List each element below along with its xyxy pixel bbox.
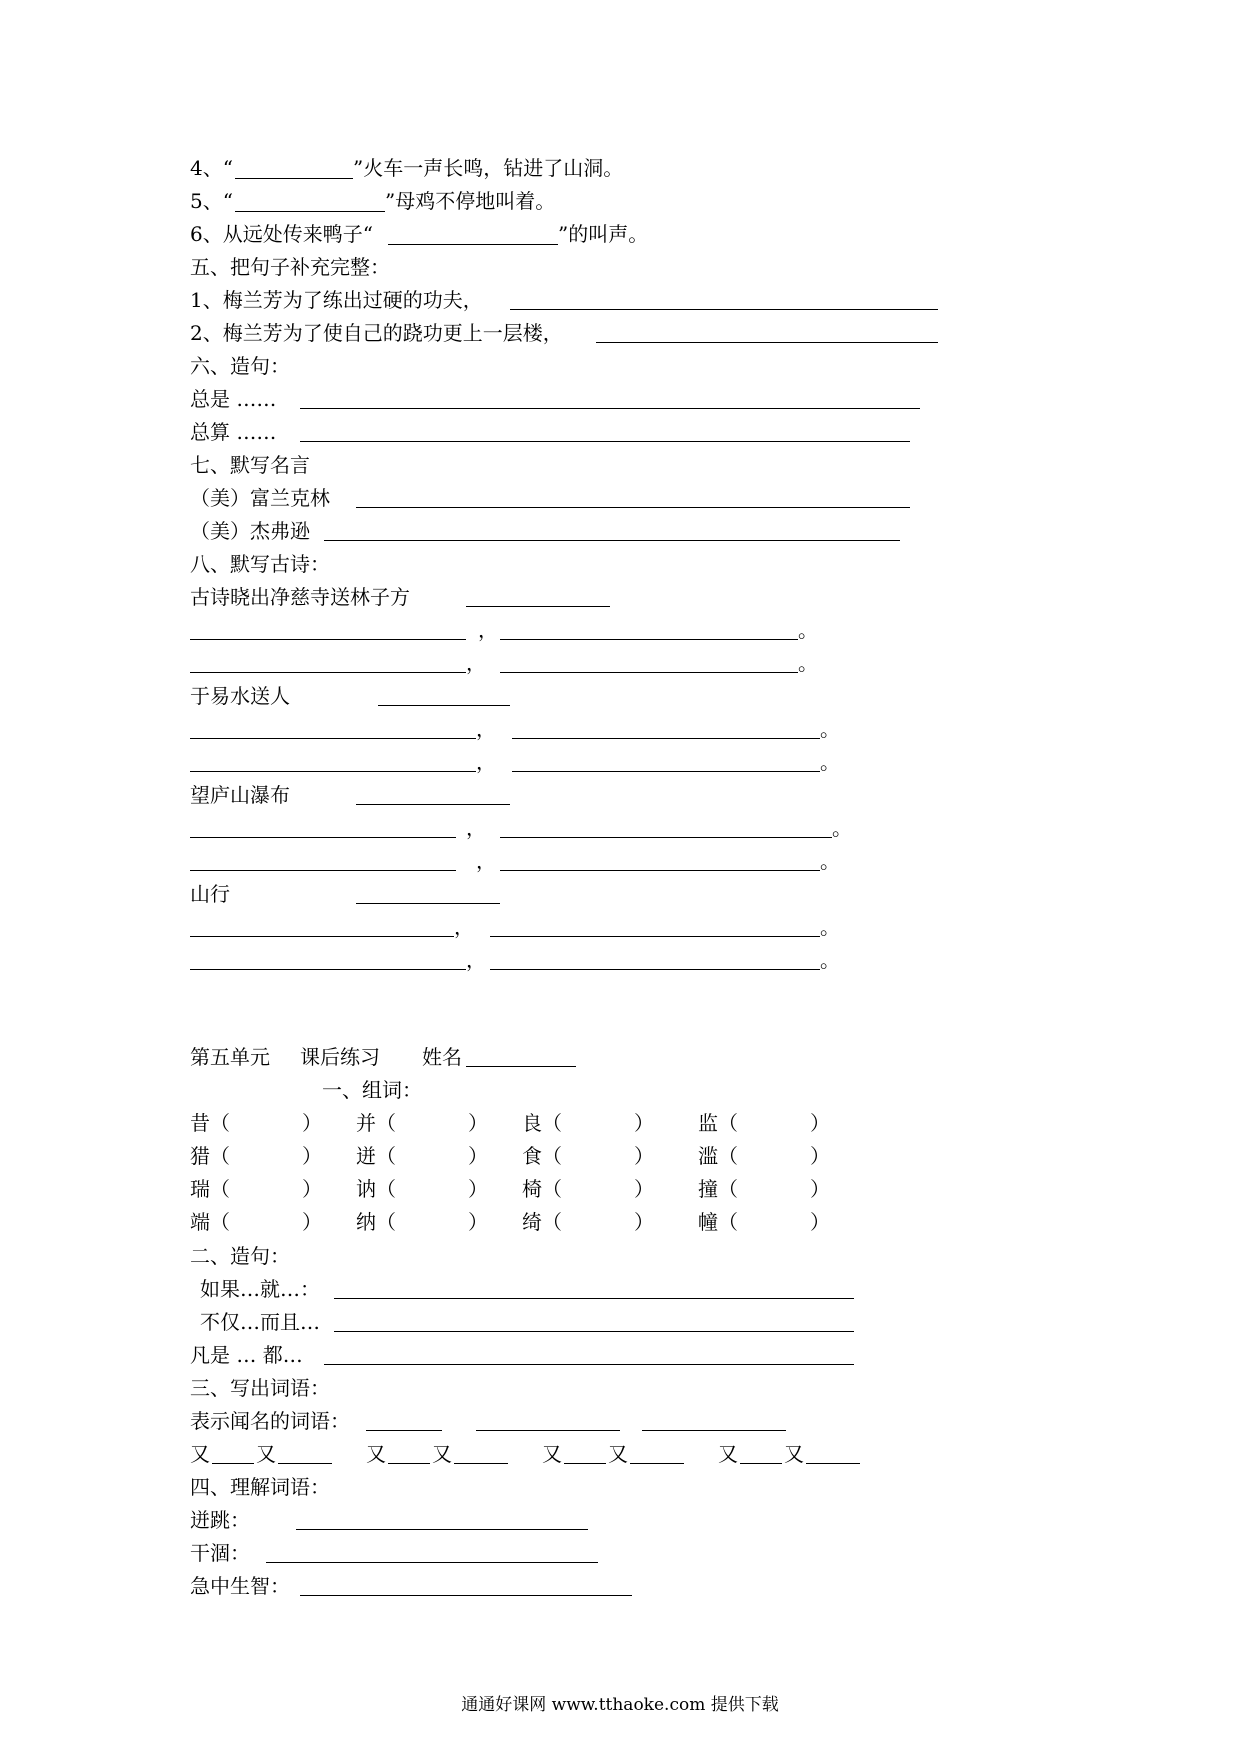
you-char: 又 [190, 1442, 210, 1466]
word-grid-char: 讷 [356, 1177, 376, 1201]
word-grid-char: 昔 [190, 1111, 210, 1135]
poem3-line1a-blank[interactable] [190, 837, 456, 838]
section6-item1: 总是 …… [190, 387, 277, 411]
word-grid-paren-close: ） [810, 1177, 830, 1201]
word-grid-paren-open: （ [718, 1144, 738, 1168]
word-grid-answer-slot[interactable] [564, 1175, 634, 1203]
you-blank-1[interactable] [564, 1463, 606, 1464]
item5-suffix: ”母鸡不停地叫着。 [385, 189, 556, 213]
word-grid-paren-open: （ [210, 1144, 230, 1168]
word-grid-paren-open: （ [718, 1111, 738, 1135]
word-grid-char: 瑞 [190, 1177, 210, 1201]
poem1-line2b-blank[interactable] [500, 672, 798, 673]
word-grid-answer-slot[interactable] [232, 1109, 302, 1137]
section6-item1-blank[interactable] [300, 408, 920, 409]
word-grid-paren-open: （ [542, 1210, 562, 1234]
word-grid-answer-slot[interactable] [232, 1208, 302, 1236]
term3-blank[interactable] [300, 1595, 632, 1596]
unit5-section1-heading: 一、组词： [322, 1078, 422, 1102]
item6-blank[interactable] [388, 244, 558, 245]
section5-item2: 2、梅兰芳为了使自己的跷功更上一层楼， [190, 321, 563, 345]
word-grid-answer-slot[interactable] [398, 1142, 468, 1170]
poem2-line2a-blank[interactable] [190, 771, 476, 772]
famous-word-blank-1[interactable] [366, 1430, 442, 1431]
poem3-line2b-blank[interactable] [500, 870, 820, 871]
poem1-period2: 。 [798, 651, 818, 675]
poem3-comma2: ， [476, 849, 496, 873]
section6-heading: 六、造句： [190, 354, 290, 378]
poem3-line1b-blank[interactable] [500, 837, 832, 838]
unit5-section2-heading: 二、造句： [190, 1244, 290, 1268]
word-grid-paren-close: ） [468, 1177, 488, 1201]
poem2-comma1: ， [476, 717, 496, 741]
word-grid-char: 猎 [190, 1144, 210, 1168]
section6-item2-blank[interactable] [300, 441, 910, 442]
you-blank-2[interactable] [278, 1463, 332, 1464]
poem4-author-blank[interactable] [356, 903, 500, 904]
section7-heading: 七、默写名言 [190, 453, 310, 477]
item4-blank[interactable] [235, 178, 353, 179]
footer-credit: 通通好课网 www.tthaoke.com 提供下载 [461, 1695, 779, 1715]
word-grid-paren-open: （ [542, 1111, 562, 1135]
item5-prefix: 5、“ [190, 189, 233, 213]
you-blank-2[interactable] [630, 1463, 684, 1464]
word-grid-answer-slot[interactable] [740, 1109, 810, 1137]
word-grid-answer-slot[interactable] [564, 1208, 634, 1236]
word-grid-paren-close: ） [810, 1111, 830, 1135]
famous-word-blank-2[interactable] [476, 1430, 620, 1431]
word-grid-paren-close: ） [634, 1111, 654, 1135]
unit5-title: 第五单元 [190, 1045, 270, 1069]
term2-label: 干涸： [190, 1541, 250, 1565]
sentence2-label: 不仅…而且… [200, 1310, 320, 1334]
word-grid-char: 绮 [522, 1210, 542, 1234]
poem3-line2a-blank[interactable] [190, 870, 456, 871]
word-grid-paren-close: ） [634, 1177, 654, 1201]
word-grid-paren-close: ） [468, 1210, 488, 1234]
famous-words-label: 表示闻名的词语： [190, 1409, 350, 1433]
you-char: 又 [256, 1442, 276, 1466]
poem4-title: 山行 [190, 882, 230, 906]
word-grid-paren-open: （ [376, 1177, 396, 1201]
word-grid-paren-close: ） [634, 1210, 654, 1234]
word-grid-paren-close: ） [302, 1144, 322, 1168]
item6-prefix: 6、从远处传来鸭子“ [190, 222, 373, 246]
poem3-title: 望庐山瀑布 [190, 783, 290, 807]
word-grid-paren-open: （ [210, 1177, 230, 1201]
section6-item2: 总算 …… [190, 420, 277, 444]
item4-prefix: 4、“ [190, 156, 233, 180]
word-grid-paren-open: （ [376, 1210, 396, 1234]
poem2-line1a-blank[interactable] [190, 738, 476, 739]
sentence1-blank[interactable] [334, 1298, 854, 1299]
word-grid-char: 撞 [698, 1177, 718, 1201]
unit5-section4-heading: 四、理解词语： [190, 1475, 330, 1499]
word-grid-paren-open: （ [376, 1111, 396, 1135]
you-blank-1[interactable] [212, 1463, 254, 1464]
section7-item1: （美）富兰克林 [190, 486, 330, 510]
term1-blank[interactable] [296, 1529, 588, 1530]
word-grid-paren-open: （ [210, 1111, 230, 1135]
word-grid-paren-open: （ [542, 1144, 562, 1168]
item6-suffix: ”的叫声。 [558, 222, 649, 246]
you-blank-1[interactable] [388, 1463, 430, 1464]
word-grid-char: 纳 [356, 1210, 376, 1234]
poem3-period2: 。 [820, 849, 840, 873]
section8-heading: 八、默写古诗： [190, 552, 330, 576]
you-blank-1[interactable] [740, 1463, 782, 1464]
unit5-name-label: 姓名 [422, 1045, 462, 1069]
unit5-name-blank[interactable] [466, 1066, 576, 1067]
you-char: 又 [542, 1442, 562, 1466]
famous-word-blank-3[interactable] [642, 1430, 786, 1431]
unit5-exercise: 课后练习 [300, 1045, 380, 1069]
poem1-comma1: ， [478, 618, 498, 642]
poem1-comma2: ， [466, 651, 486, 675]
word-grid-answer-slot[interactable] [564, 1109, 634, 1137]
word-grid-char: 监 [698, 1111, 718, 1135]
poem4-period1: 。 [820, 915, 840, 939]
poem2-line2b-blank[interactable] [512, 771, 820, 772]
word-grid-char: 并 [356, 1111, 376, 1135]
you-char: 又 [784, 1442, 804, 1466]
poem1-line1b-blank[interactable] [500, 639, 798, 640]
sentence3-blank[interactable] [324, 1364, 854, 1365]
you-char: 又 [718, 1442, 738, 1466]
word-grid-char: 食 [522, 1144, 542, 1168]
term1-label: 迸跳： [190, 1508, 250, 1532]
word-grid-paren-close: ） [302, 1210, 322, 1234]
poem1-author-blank[interactable] [466, 606, 610, 607]
sentence3-label: 凡是 … 都… [190, 1343, 303, 1367]
term2-blank[interactable] [266, 1562, 598, 1563]
you-char: 又 [366, 1442, 386, 1466]
you-char: 又 [608, 1442, 628, 1466]
word-grid-answer-slot[interactable] [740, 1175, 810, 1203]
poem2-author-blank[interactable] [378, 705, 510, 706]
word-grid-char: 端 [190, 1210, 210, 1234]
you-blank-2[interactable] [454, 1463, 508, 1464]
unit5-section3-heading: 三、写出词语： [190, 1376, 330, 1400]
section5-heading: 五、把句子补充完整： [190, 255, 390, 279]
word-grid-answer-slot[interactable] [740, 1208, 810, 1236]
sentence1-label: 如果…就…： [200, 1277, 320, 1301]
section5-item1: 1、梅兰芳为了练出过硬的功夫， [190, 288, 483, 312]
section5-item2-blank[interactable] [596, 342, 938, 343]
word-grid-answer-slot[interactable] [398, 1208, 468, 1236]
poem4-line2a-blank[interactable] [190, 969, 466, 970]
word-grid-answer-slot[interactable] [740, 1142, 810, 1170]
you-char: 又 [432, 1442, 452, 1466]
word-grid-char: 迸 [356, 1144, 376, 1168]
section7-item2-blank[interactable] [324, 540, 900, 541]
term3-label: 急中生智： [190, 1574, 290, 1598]
poem1-line2a-blank[interactable] [190, 672, 466, 673]
poem3-author-blank[interactable] [356, 804, 510, 805]
word-grid-char: 良 [522, 1111, 542, 1135]
item4-suffix: ”火车一声长鸣，钻进了山洞。 [353, 156, 624, 180]
word-grid-answer-slot[interactable] [398, 1175, 468, 1203]
word-grid-char: 幢 [698, 1210, 718, 1234]
word-grid-char: 椅 [522, 1177, 542, 1201]
poem2-title: 于易水送人 [190, 684, 290, 708]
section5-item1-blank[interactable] [510, 309, 938, 310]
word-grid-answer-slot[interactable] [232, 1142, 302, 1170]
word-grid-paren-open: （ [210, 1210, 230, 1234]
poem2-period1: 。 [820, 717, 840, 741]
poem4-period2: 。 [820, 948, 840, 972]
poem1-title: 古诗晓出净慈寺送林子方 [190, 585, 410, 609]
item5-blank[interactable] [235, 211, 385, 212]
section7-item2: （美）杰弗逊 [190, 519, 310, 543]
poem4-line2b-blank[interactable] [490, 969, 820, 970]
word-grid-paren-open: （ [376, 1144, 396, 1168]
word-grid-paren-close: ） [468, 1111, 488, 1135]
word-grid-answer-slot[interactable] [398, 1109, 468, 1137]
you-blank-2[interactable] [806, 1463, 860, 1464]
poem2-line1b-blank[interactable] [512, 738, 820, 739]
word-grid-paren-close: ） [634, 1144, 654, 1168]
word-grid-paren-close: ） [302, 1177, 322, 1201]
sentence2-blank[interactable] [334, 1331, 854, 1332]
word-grid-paren-close: ） [810, 1144, 830, 1168]
poem4-line1a-blank[interactable] [190, 936, 454, 937]
word-grid-char: 滥 [698, 1144, 718, 1168]
poem4-line1b-blank[interactable] [490, 936, 820, 937]
word-grid-paren-close: ） [468, 1144, 488, 1168]
poem3-period1: 。 [832, 816, 852, 840]
word-grid-paren-open: （ [718, 1177, 738, 1201]
word-grid-answer-slot[interactable] [232, 1175, 302, 1203]
poem1-period1: 。 [798, 618, 818, 642]
word-grid-paren-open: （ [542, 1177, 562, 1201]
poem2-period2: 。 [820, 750, 840, 774]
word-grid-paren-close: ） [302, 1111, 322, 1135]
poem4-comma1: ， [454, 915, 474, 939]
word-grid-paren-open: （ [718, 1210, 738, 1234]
section7-item1-blank[interactable] [356, 507, 910, 508]
poem3-comma1: ， [466, 816, 486, 840]
poem1-line1a-blank[interactable] [190, 639, 466, 640]
word-grid-answer-slot[interactable] [564, 1142, 634, 1170]
poem2-comma2: ， [476, 750, 496, 774]
poem4-comma2: ， [466, 948, 486, 972]
word-grid-paren-close: ） [810, 1210, 830, 1234]
